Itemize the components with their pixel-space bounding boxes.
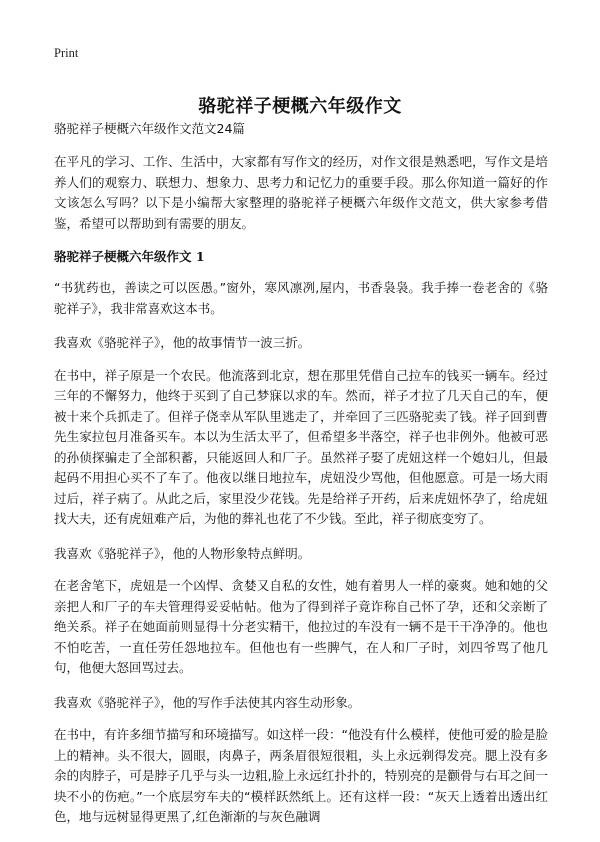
- body-paragraph: 我喜欢《骆驼祥子》，他的人物形象特点鲜明。: [54, 545, 311, 561]
- body-paragraph: 我喜欢《骆驼祥子》，他的写作手法使其内容生动形象。: [54, 694, 361, 710]
- article-body: [54, 120, 548, 842]
- page-title: 骆驼祥子梗概六年级作文: [198, 96, 402, 118]
- body-paragraph: 在书中，有许多细节描写和环境描写。如这样一段：“他没有什么模样，使他可爱的脸是脸上的精神。头不很大，圆眼，肉鼻子，两条眉很短很粗，头上永远剃得发亮。腮上没有多余的肉脖子，可是脖子几乎与头一边粗,脸上永远红扑扑的，特别亮的是颧骨与右耳之间一块不小的伤疤。”一个底层穷车夫的“模样跃然纸上。还有这样一段：“灰天上透着出透出红色，地与远树显得更黑了,红色渐渐的与灰色融调: [54, 727, 548, 824]
- print-link[interactable]: Print: [54, 46, 79, 60]
- article-subtitle: 骆驼祥子梗概六年级作文范文24篇: [54, 121, 245, 136]
- body-paragraph: 在老舍笔下，虎妞是一个凶悍、贪婪又自私的女性，她有着男人一样的豪爽。她和她的父亲把人和厂子的车夫管理得妥妥帖帖。他为了得到祥子竟诈称自己怀了孕，还和父亲断了绝关系。祥子在她面前则显得十分老实精干，他拉过的车没有一辆不是干干净净的。他也不怕吃苦，一直任劳任怨地拉车。但他也有一些脾气，在人和厂子时，刘四爷骂了他几句，他便大怒回骂过去。: [54, 578, 548, 675]
- body-paragraph: 我喜欢《骆驼祥子》，他的故事情节一波三折。: [54, 335, 311, 350]
- body-paragraph: “书犹药也，善读之可以医愚。”窗外，寒风凛冽,屋内，书香袅袅。我手捧一卷老舍的《骆驼祥子》，我非常喜欢这本书。: [54, 280, 548, 316]
- body-paragraph: 在书中，祥子原是一个农民。他流落到北京，想在那里凭借自己拉车的钱买一辆车。经过三年的不懈努力，他终于买到了自己梦寐以求的车。然而，祥子才拉了几天自己的车，便被十来个兵抓走了。但祥子侥幸从军队里逃走了，并牵回了三匹骆驼卖了钱。祥子回到曹先生家拉包月准备买车。本以为生活太平了，但希望多半落空，祥子也非例外。他被可恶的孙侦探骗走了全部积蓄，只能返回人和厂子。虽然祥子娶了虎妞这样一个媳妇儿，但最起码不用担心买不了车了。他夜以继日地拉车，虎妞没少骂他，但他愿意。可是一场大雨过后，祥子病了。从此之后，家里没少花钱。先是给祥子开药，后来虎妞怀孕了，给虎妞找大夫，还有虎妞难产后，为他的葬礼也花了不少钱。至此，祥子彻底变穷了。: [54, 367, 548, 526]
- section-heading: 骆驼祥子梗概六年级作文 1: [54, 249, 205, 264]
- intro-paragraph: 在平凡的学习、工作、生活中，大家都有写作文的经历，对作文很是熟悉吧，写作文是培养人们的观察力、联想力、想象力、思考力和记忆力的重要手段。那么你知道一篇好的作文该怎么写吗？以下是小编帮大家整理的骆驼祥子梗概六年级作文范文，供大家参考借鉴，希望可以帮助到有需要的朋友。: [54, 154, 548, 231]
